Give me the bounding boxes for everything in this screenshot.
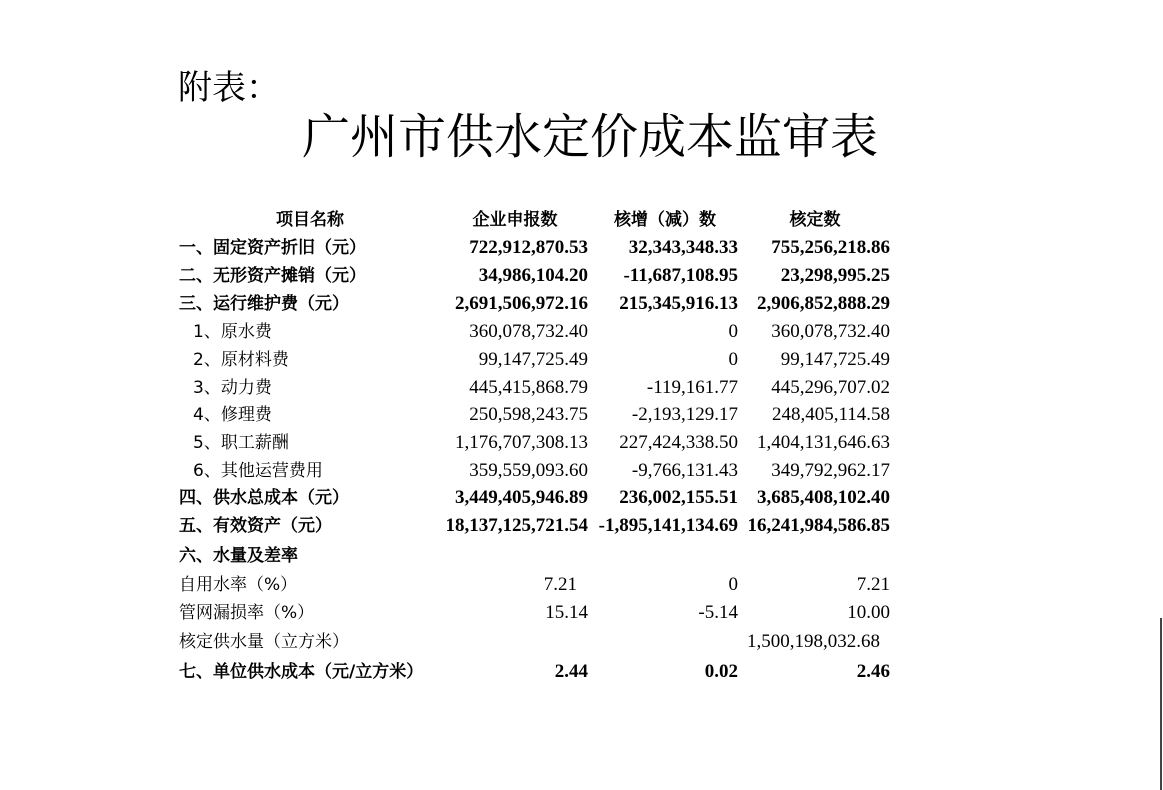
adjust-value: -1,895,141,134.69: [598, 515, 738, 536]
table-row: [0, 374, 1163, 402]
approved-value: 2.46: [856, 661, 890, 682]
header-adjust: 核增（减）数: [614, 210, 716, 230]
row-label: 核定供水量（立方米）: [179, 632, 349, 652]
page-title: 广州市供水定价成本监审表: [302, 109, 879, 165]
page-edge-divider: [1160, 618, 1162, 790]
table-row: [0, 234, 1163, 262]
table-row: [0, 401, 1163, 429]
approved-value: 248,405,114.58: [771, 404, 890, 425]
approved-value: 755,256,218.86: [771, 237, 890, 258]
header-declared: 企业申报数: [472, 210, 558, 230]
header-approved: 核定数: [789, 210, 841, 230]
declared-value: 15.14: [545, 602, 588, 623]
approved-value: 7.21: [856, 574, 890, 595]
declared-value: 445,415,868.79: [469, 377, 588, 398]
row-label: 五、有效资产（元）: [179, 516, 332, 536]
declared-value: 1,176,707,308.13: [455, 432, 588, 453]
row-label: 4、修理费: [193, 405, 272, 425]
declared-value: 34,986,104.20: [478, 265, 588, 286]
attachment-label: 附表：: [178, 68, 280, 108]
approved-value: 1,404,131,646.63: [757, 432, 890, 453]
table-row: [0, 599, 1163, 627]
table-row: [0, 262, 1163, 290]
row-label: 6、其他运营费用: [193, 461, 323, 481]
adjust-value: -119,161.77: [646, 377, 738, 398]
row-label: 2、原材料费: [193, 350, 289, 370]
approved-value: 445,296,707.02: [771, 377, 890, 398]
row-label: 七、单位供水成本（元/立方米）: [179, 662, 424, 682]
adjust-value: 227,424,338.50: [619, 432, 738, 453]
adjust-value: -2,193,129.17: [631, 404, 738, 425]
adjust-value: 0: [728, 574, 738, 595]
adjust-value: -11,687,108.95: [623, 265, 738, 286]
table-row: [0, 457, 1163, 485]
declared-value: 250,598,243.75: [469, 404, 588, 425]
row-label: 四、供水总成本（元）: [179, 488, 349, 508]
declared-value: 7.21: [543, 574, 577, 595]
table-row: [0, 512, 1163, 540]
row-label: 一、固定资产折旧（元）: [179, 238, 366, 258]
approved-value: 3,685,408,102.40: [757, 487, 890, 508]
approved-value: 10.00: [847, 602, 890, 623]
adjust-value: -9,766,131.43: [631, 460, 738, 481]
row-label: 3、动力费: [193, 378, 272, 398]
adjust-value: 0: [728, 349, 738, 370]
adjust-value: 215,345,916.13: [619, 293, 738, 314]
row-label: 管网漏损率（%）: [179, 603, 315, 623]
table-row: [0, 290, 1163, 318]
header-item-name: 项目名称: [276, 210, 344, 230]
approved-value: 2,906,852,888.29: [757, 293, 890, 314]
declared-value: 2,691,506,972.16: [455, 293, 588, 314]
row-label: 六、水量及差率: [179, 546, 298, 566]
row-label: 三、运行维护费（元）: [179, 294, 349, 314]
approved-value: 99,147,725.49: [780, 349, 890, 370]
table-header-row: [0, 206, 1163, 234]
adjust-value: -5.14: [698, 602, 738, 623]
row-label: 1、原水费: [193, 322, 272, 342]
adjust-value: 32,343,348.33: [628, 237, 738, 258]
table-row: [0, 571, 1163, 599]
row-label: 二、无形资产摊销（元）: [179, 266, 366, 286]
table-row: [0, 658, 1163, 686]
approved-value: 360,078,732.40: [771, 321, 890, 342]
row-label: 自用水率（%）: [179, 575, 298, 595]
approved-value: 349,792,962.17: [771, 460, 890, 481]
declared-value: 359,559,093.60: [469, 460, 588, 481]
table-row: [0, 346, 1163, 374]
row-label: 5、职工薪酬: [193, 433, 289, 453]
adjust-value: 236,002,155.51: [619, 487, 738, 508]
approved-value: 23,298,995.25: [780, 265, 890, 286]
approved-value: 1,500,198,032.68: [747, 631, 880, 652]
declared-value: 18,137,125,721.54: [445, 515, 588, 536]
adjust-value: 0: [728, 321, 738, 342]
table-row: [0, 429, 1163, 457]
declared-value: 2.44: [554, 661, 588, 682]
table-row: [0, 484, 1163, 512]
declared-value: 360,078,732.40: [469, 321, 588, 342]
table-row: [0, 542, 1163, 570]
table-row: [0, 628, 1163, 656]
declared-value: 99,147,725.49: [478, 349, 588, 370]
adjust-value: 0.02: [704, 661, 738, 682]
approved-value: 16,241,984,586.85: [747, 515, 890, 536]
declared-value: 3,449,405,946.89: [455, 487, 588, 508]
declared-value: 722,912,870.53: [469, 237, 588, 258]
table-row: [0, 318, 1163, 346]
